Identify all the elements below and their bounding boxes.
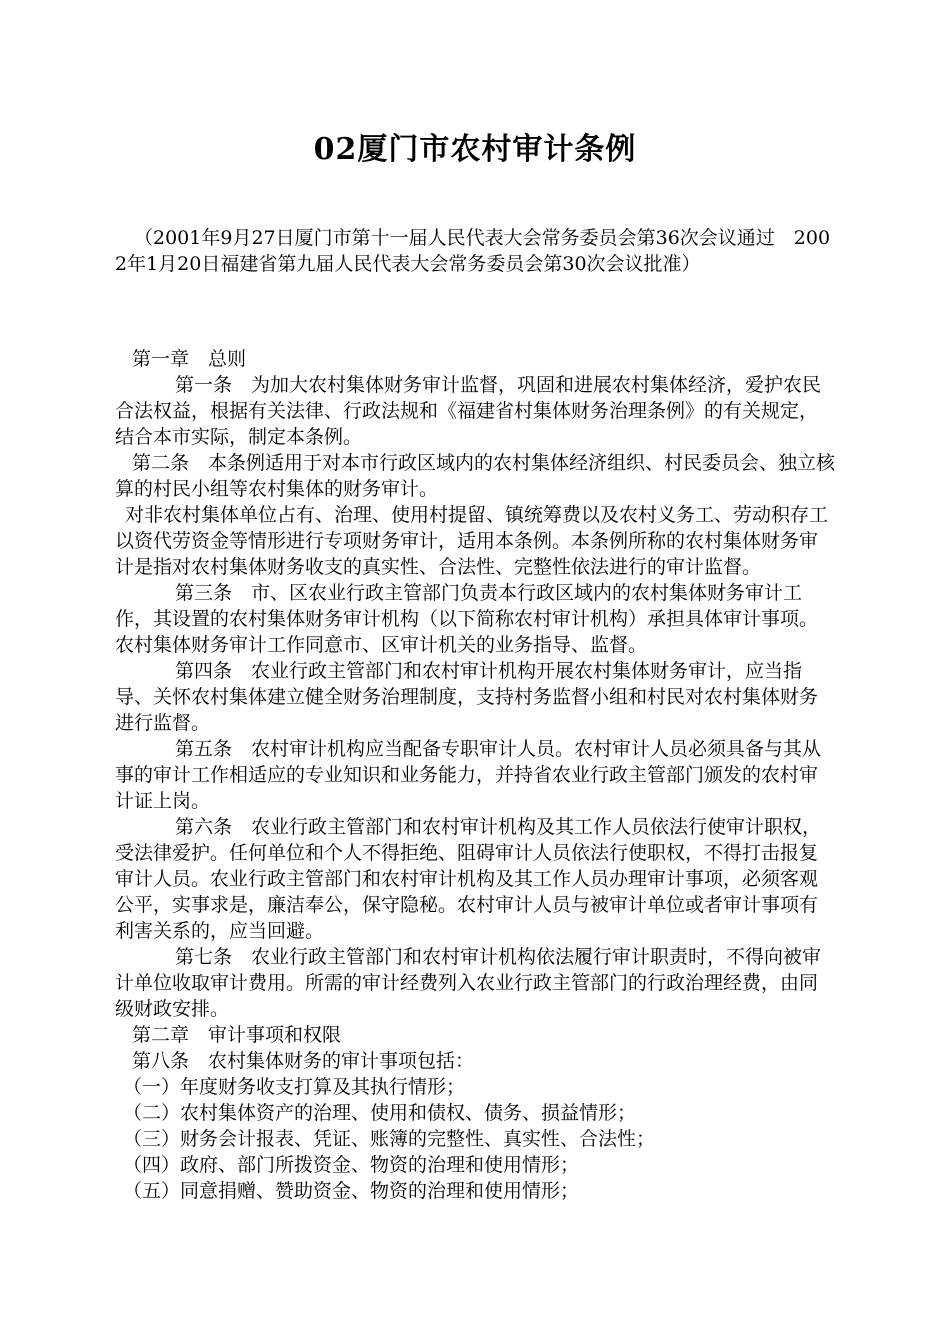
document-preamble: （2001年9月27日厦门市第十一届人民代表大会常务委员会第36次会议通过 2002年1月20日福建省第九届人民代表大会常务委员会第30次会议批准）	[115, 227, 831, 275]
document-body	[115, 346, 835, 1204]
article-2-continued: 对非农村集体单位占有、治理、使用村提留、镇统筹费以及农村义务工、劳动积存工以资代劳资金等情形进行专项财务审计，适用本条例。本条例所称的农村集体财务审计是指对农村集体财务收支的真实性、合法性、完整性依法进行的审计监督。	[115, 504, 829, 578]
article-2: 第二条 本条例适用于对本市行政区域内的农村集体经济组织、村民委员会、独立核算的村民小组等农村集体的财务审计。	[115, 452, 836, 500]
article-8: 第八条 农村集体财务的审计事项包括：	[132, 1050, 475, 1072]
article-7: 第七条 农业行政主管部门和农村审计机构依法履行审计职责时，不得向被审计单位收取审计费用。所需的审计经费列入农业行政主管部门的行政治理经费，由同级财政安排。	[115, 946, 822, 1020]
article-4: 第四条 农业行政主管部门和农村审计机构开展农村集体财务审计，应当指导、关怀农村集体建立健全财务治理制度，支持村务监督小组和村民对农村集体财务进行监督。	[115, 660, 819, 734]
chapter-heading-1: 第一章 总则	[132, 348, 247, 370]
article-1: 第一条 为加大农村集体财务审计监督，巩固和进展农村集体经济，爱护农民合法权益，根据有关法律、行政法规和《福建省村集体财务治理条例》的有关规定，结合本市实际，制定本条例。	[115, 374, 822, 448]
list-item: （四）政府、部门所拨资金、物资的治理和使用情形；	[123, 1154, 580, 1176]
article-5: 第五条 农村审计机构应当配备专职审计人员。农村审计人员必须具备与其从事的审计工作相适应的专业知识和业务能力，并持省农业行政主管部门颁发的农村审计证上岗。	[115, 738, 822, 812]
list-item: （五）同意捐赠、赞助资金、物资的治理和使用情形；	[123, 1180, 580, 1202]
article-3: 第三条 市、区农业行政主管部门负责本行政区域内的农村集体财务审计工作，其设置的农村集体财务审计机构（以下简称农村审计机构）承担具体审计事项。农村集体财务审计工作同意市、区审计机关的业务指导、监督。	[115, 582, 819, 656]
article-6: 第六条 农业行政主管部门和农村审计机构及其工作人员依法行使审计职权，受法律爱护。任何单位和个人不得拒绝、阻碍审计人员依法行使职权，不得打击报复审计人员。农业行政主管部门和农村审计机构及其工作人员办理审计事项，必须客观公平，实事求是，廉洁奉公，保守隐秘。农村审计人员与被审计单位或者审计事项有利害关系的，应当回避。	[115, 816, 822, 942]
list-item: （二）农村集体资产的治理、使用和债权、债务、损益情形；	[123, 1102, 637, 1124]
document-title: 02厦门市农村审计条例	[313, 132, 637, 167]
list-item: （三）财务会计报表、凭证、账簿的完整性、真实性、合法性；	[123, 1128, 656, 1150]
chapter-heading-2: 第二章 审计事项和权限	[132, 1024, 342, 1046]
list-item: （一）年度财务收支打算及其执行情形；	[123, 1076, 466, 1098]
